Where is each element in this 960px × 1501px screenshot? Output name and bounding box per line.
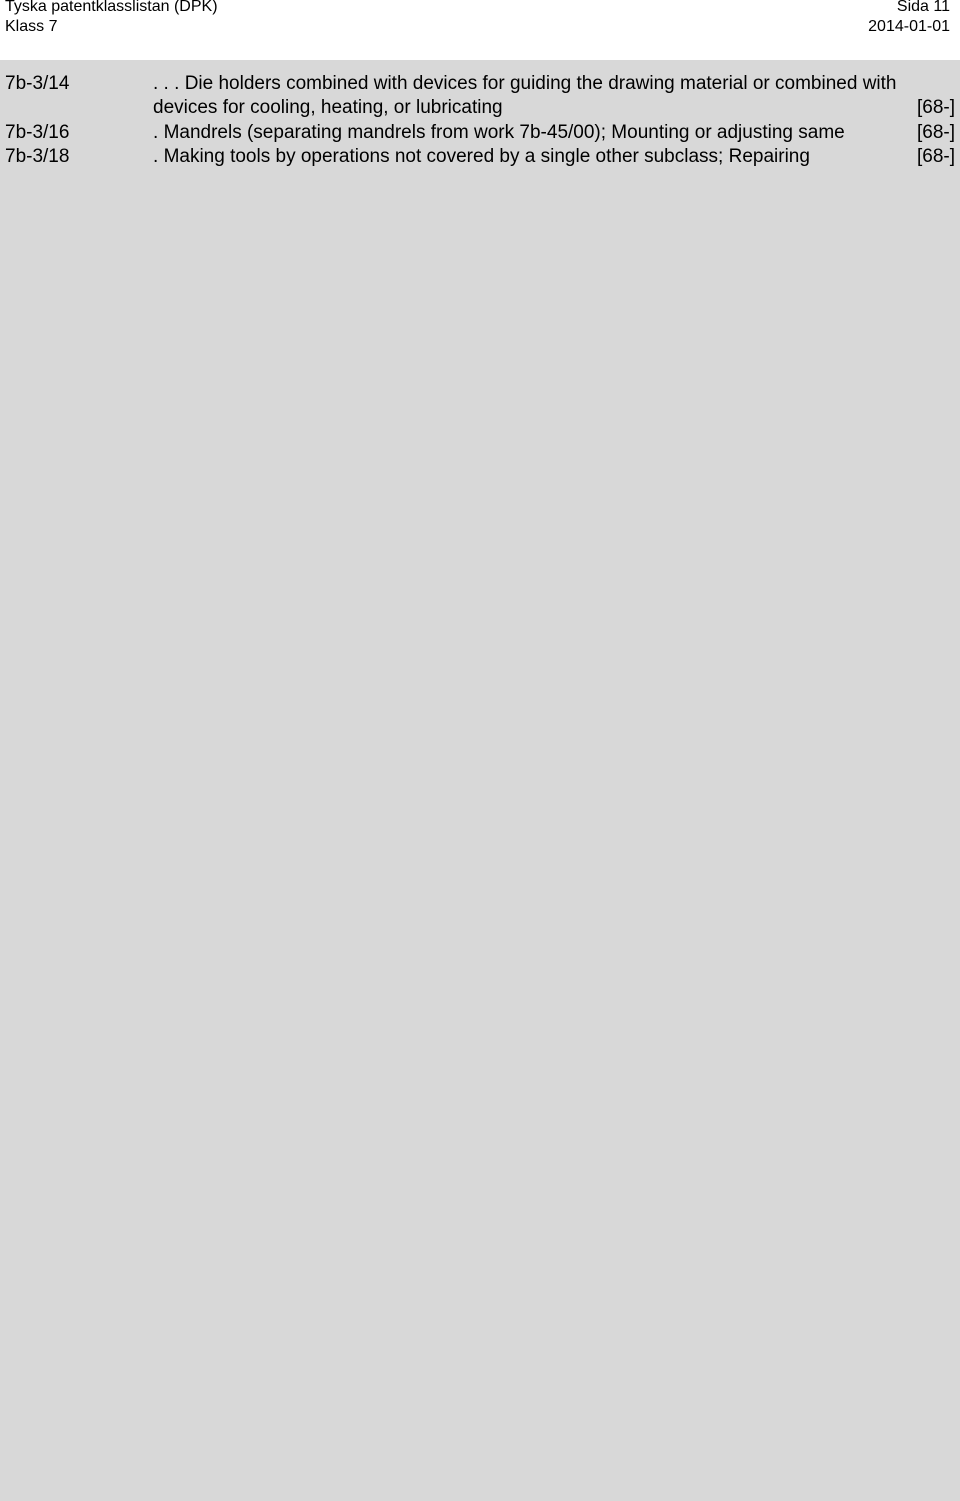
page-header xyxy=(5,0,950,40)
class-description xyxy=(153,72,955,121)
page-number: Sida 11 xyxy=(896,0,950,15)
hierarchy-dots: . xyxy=(153,146,159,168)
classification-list xyxy=(5,72,955,170)
class-code: 7b-3/14 xyxy=(5,73,70,94)
class-entry xyxy=(5,72,955,121)
description-label: Making tools by operations not covered by a single other subclass; Repairing xyxy=(163,146,810,168)
hierarchy-dots: . xyxy=(153,121,159,143)
class-entry xyxy=(5,145,955,169)
hierarchy-dots: . . . xyxy=(153,73,180,94)
class-description xyxy=(153,145,955,169)
description-label: Mandrels (separating mandrels from work 7b-45/00); Mounting or adjusting same xyxy=(163,121,845,143)
class-code: 7b-3/18 xyxy=(5,146,70,168)
description-text xyxy=(153,72,913,121)
content-panel xyxy=(0,70,960,1501)
description-text xyxy=(153,145,913,169)
class-tag: [68-] xyxy=(916,121,955,143)
document-date: 2014-01-01 xyxy=(868,18,950,35)
class-description xyxy=(153,121,955,145)
class-tag: [68-] xyxy=(916,146,955,168)
description-label: Die holders combined with devices for guiding the drawing material or combined with devices for cooling, heating, or lubricating xyxy=(153,73,897,119)
header-divider xyxy=(0,60,960,70)
class-entry xyxy=(5,121,955,145)
class-tag: [68-] xyxy=(916,97,955,119)
class-code: 7b-3/16 xyxy=(5,121,70,143)
description-text xyxy=(153,121,913,145)
class-label: Klass 7 xyxy=(5,18,58,35)
document-title: Tyska patentklasslistan (DPK) xyxy=(5,0,218,15)
